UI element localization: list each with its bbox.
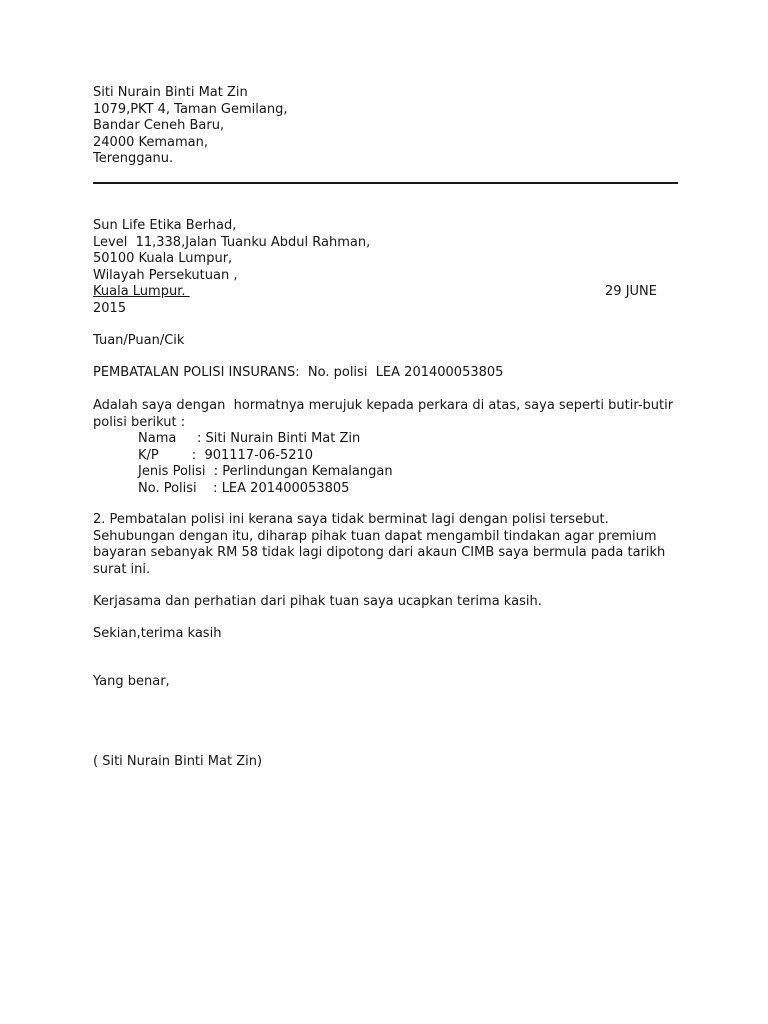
cancellation-line: Sehubungan dengan itu, diharap pihak tuan dapat mengambil tindakan agar premium: [93, 528, 657, 544]
recipient-city-underlined: Kuala Lumpur.: [93, 284, 190, 299]
recipient-address-line: Level 11,338,Jalan Tuanku Abdul Rahman,: [93, 234, 371, 250]
recipient-address-line: 50100 Kuala Lumpur,: [93, 251, 233, 266]
sender-name: Siti Nurain Binti Mat Zin: [93, 85, 248, 100]
sign-off: Yang benar,: [93, 674, 170, 689]
cancellation-paragraph: [93, 512, 678, 578]
policy-detail-kp: K/P : 901117-06-5210: [138, 447, 314, 463]
cancellation-line: 2. Pembatalan polisi ini kerana saya tidak berminat lagi dengan polisi tersebut.: [93, 512, 609, 527]
recipient-name: Sun Life Etika Berhad,: [93, 218, 237, 233]
letter-date-month-day: 29 JUNE: [605, 284, 657, 299]
city-and-date-row: [93, 284, 678, 301]
policy-details-block: [93, 431, 723, 497]
recipient-address-line: Wilayah Persekutuan ,: [93, 267, 238, 283]
cancellation-line: bayaran sebanyak RM 58 tidak lagi dipotong dari akaun CIMB saya bermula pada tarikh: [93, 545, 666, 560]
intro-paragraph: [93, 398, 678, 431]
sender-address-block: [93, 85, 678, 168]
signature-name: ( Siti Nurain Binti Mat Zin): [93, 754, 263, 769]
cancellation-line: surat ini.: [93, 561, 151, 577]
intro-line: Adalah saya dengan hormatnya merujuk kepada perkara di atas, saya seperti butir-butir: [93, 398, 674, 413]
thanks-line: Kerjasama dan perhatian dari pihak tuan saya ucapkan terima kasih.: [93, 594, 542, 609]
sender-address-line: Bandar Ceneh Baru,: [93, 118, 225, 133]
letter-date-year: 2015: [93, 300, 127, 316]
subject-line: PEMBATALAN POLISI INSURANS: No. polisi LEA 201400053805: [93, 365, 504, 380]
recipient-address-block: [93, 218, 678, 317]
salutation: Tuan/Puan/Cik: [93, 333, 185, 348]
intro-line: polisi berikut :: [93, 414, 186, 430]
sender-address-line: 24000 Kemaman,: [93, 134, 208, 150]
policy-detail-jenis-polisi: Jenis Polisi : Perlindungan Kemalangan: [138, 464, 393, 479]
policy-detail-no-polisi: No. Polisi : LEA 201400053805: [138, 480, 350, 496]
policy-detail-nama: Nama : Siti Nurain Binti Mat Zin: [138, 431, 361, 446]
closing-regards: Sekian,terima kasih: [93, 626, 222, 641]
sender-address-line: Terengganu.: [93, 151, 174, 166]
sender-address-line: 1079,PKT 4, Taman Gemilang,: [93, 101, 288, 117]
divider-rule: [93, 182, 678, 184]
